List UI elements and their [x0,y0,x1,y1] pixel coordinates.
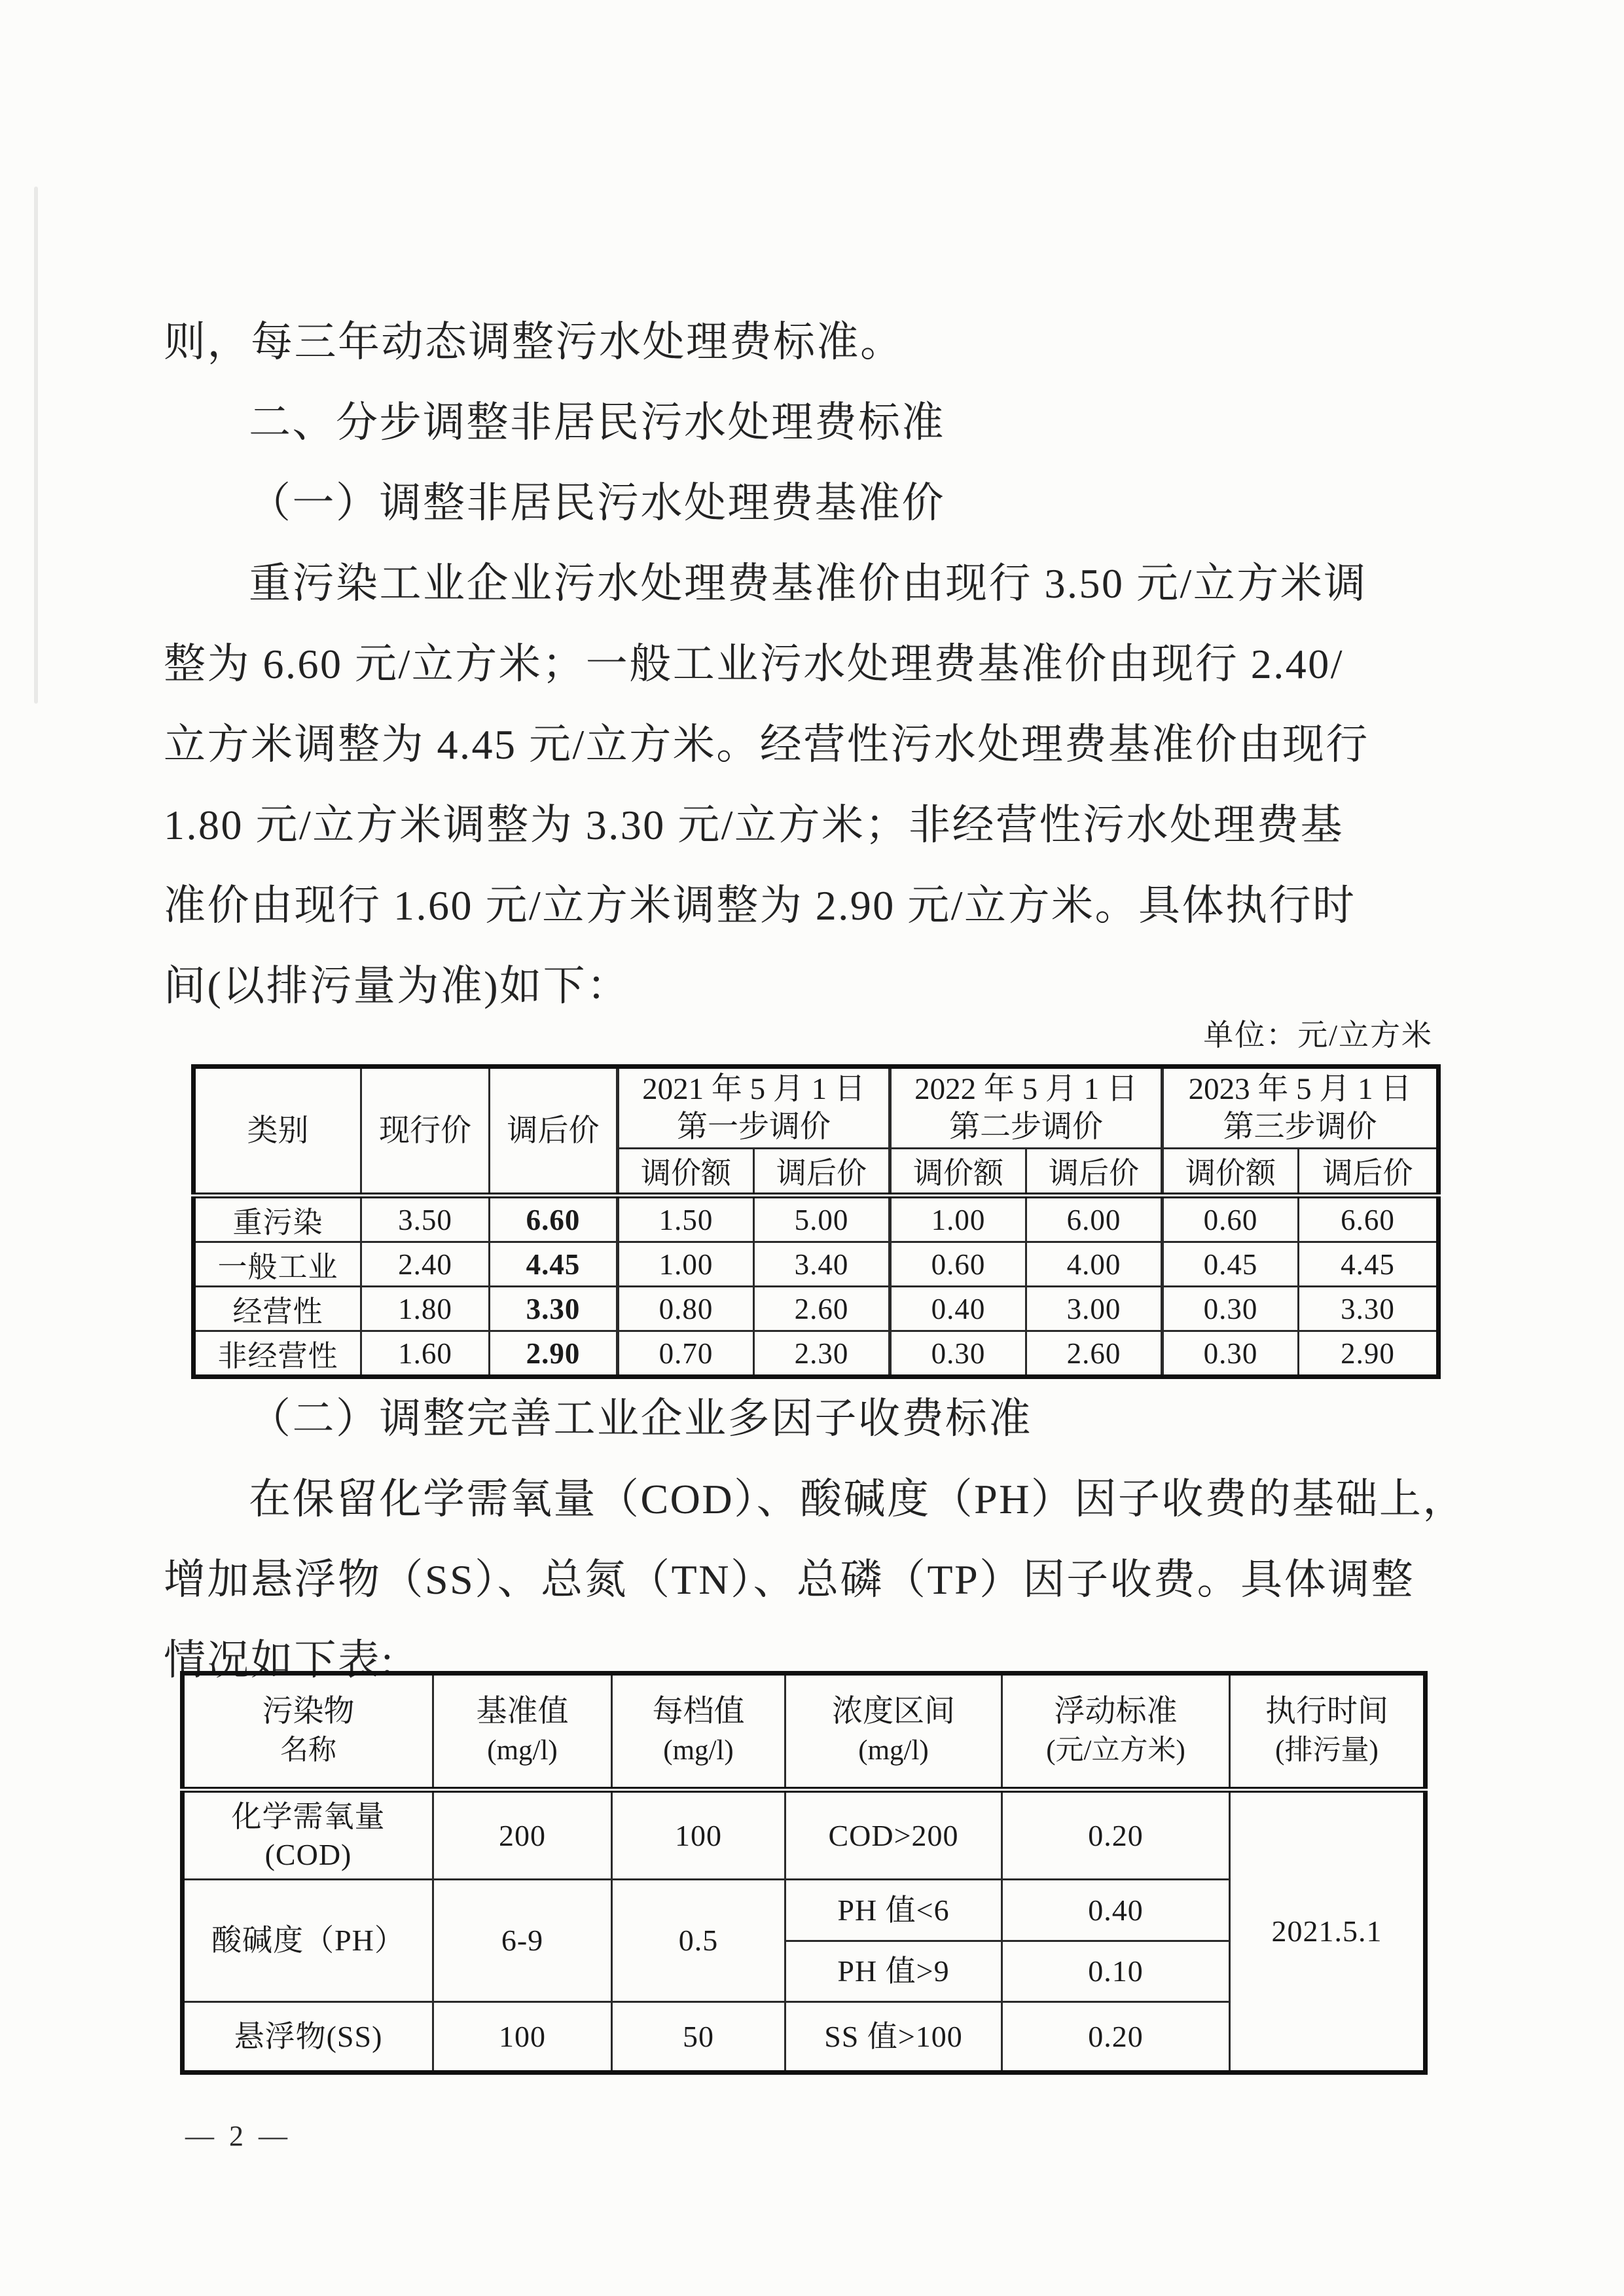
ss-range-cell: SS 值>100 [785,2002,1002,2073]
step-value-cell: 6.60 [1299,1196,1439,1242]
step-value-cell: 0.70 [618,1331,754,1377]
ph-low-rate-cell: 0.40 [1002,1880,1230,1941]
adjust-amount-subheader: 调价额 [890,1149,1026,1196]
adjusted-price-cell: 6.60 [490,1196,618,1242]
ph-name-cell: 酸碱度（PH） [183,1880,433,2002]
step-value-cell: 4.45 [1299,1242,1439,1287]
cod-rate-cell: 0.20 [1002,1790,1230,1880]
body-line: 则，每三年动态调整污水处理费标准。 [164,318,904,365]
step2-label: 第二步调价 [949,1110,1103,1144]
body-line: 在保留化学需氧量（COD）、酸碱度（PH）因子收费的基础上， [249,1475,1466,1522]
execution-time-header [1230,1674,1426,1790]
stepwise-price-table [191,1064,1441,1379]
cod-base-cell: 200 [433,1790,612,1880]
current-price-cell: 1.80 [361,1287,490,1331]
ph-low-range-cell: PH 值<6 [785,1880,1002,1941]
per-tier-value-header [612,1674,785,1790]
step-value-cell: 2.60 [1026,1331,1163,1377]
body-line: 重污染工业企业污水处理费基准价由现行 3.50 元/立方米调 [249,560,1367,607]
page-number: — 2 — [185,2120,291,2152]
body-line: 增加悬浮物（SS）、总氮（TN）、总磷（TP）因子收费。具体调整 [164,1556,1415,1603]
adjusted-price-subheader: 调后价 [754,1149,890,1196]
step-value-cell: 3.30 [1299,1287,1439,1331]
body-line: 情况如下表: [164,1636,395,1683]
section2-paragraphs [164,1374,1466,1696]
ph-base-cell: 6-9 [433,1880,612,2002]
adjusted-price-subheader: 调后价 [1026,1149,1163,1196]
step-value-cell: 0.40 [890,1287,1026,1331]
step-value-cell: 3.40 [754,1242,890,1287]
header-line: 名称 [280,1735,336,1766]
cell-line: (COD) [264,1837,352,1871]
step-value-cell: 6.00 [1026,1196,1163,1242]
step-value-cell: 0.30 [890,1331,1026,1377]
concentration-range-header [785,1674,1002,1790]
step-value-cell: 0.80 [618,1287,754,1331]
body-line: 间(以排污量为准)如下： [164,962,630,1009]
ph-high-range-cell: PH 值>9 [785,1941,1002,2002]
cod-range-cell: COD>200 [785,1790,1002,1880]
adjusted-price-header-cell: 调后价 [490,1067,618,1196]
adjusted-price-subheader: 调后价 [1299,1149,1439,1196]
step1-header-cell [618,1067,890,1149]
step-value-cell: 2.60 [754,1287,890,1331]
category-cell: 一般工业 [194,1242,361,1287]
body-line: 1.80 元/立方米调整为 3.30 元/立方米；非经营性污水处理费基 [164,801,1344,848]
header-line: 浓度区间 [832,1695,955,1729]
base-value-header [433,1674,612,1790]
step-value-cell: 2.30 [754,1331,890,1377]
body-line: 整为 6.60 元/立方米；一般工业污水处理费基准价由现行 2.40/ [164,640,1344,687]
current-price-cell: 3.50 [361,1196,490,1242]
step-value-cell: 0.45 [1163,1242,1299,1287]
header-line: 污染物 [262,1695,355,1729]
header-line: 浮动标准 [1054,1695,1178,1729]
adjusted-price-cell: 3.30 [490,1287,618,1331]
header-line: 每档值 [652,1695,745,1729]
adjust-amount-subheader: 调价额 [618,1149,754,1196]
scan-streak-artifact [34,187,38,704]
step3-label: 第三步调价 [1223,1110,1377,1144]
step-value-cell: 2.90 [1299,1331,1439,1377]
heading-section-2-1: （一）调整非居民污水处理费基准价 [249,479,945,526]
cod-name-cell [183,1790,433,1880]
heading-section-2: 二、分步调整非居民污水处理费标准 [249,399,945,446]
ss-name-cell: 悬浮物(SS) [183,2002,433,2073]
step2-date: 2022 年 5 月 1 日 [914,1072,1138,1106]
current-price-cell: 1.60 [361,1331,490,1377]
header-line: (mg/l) [487,1735,558,1766]
step3-header-cell [1163,1067,1439,1149]
step-value-cell: 5.00 [754,1196,890,1242]
step-value-cell: 0.60 [890,1242,1026,1287]
body-line: 准价由现行 1.60 元/立方米调整为 2.90 元/立方米。具体执行时 [164,882,1356,929]
category-cell: 经营性 [194,1287,361,1331]
cell-line: 化学需氧量 [231,1799,386,1833]
ss-rate-cell: 0.20 [1002,2002,1230,2073]
adjust-amount-subheader: 调价额 [1163,1149,1299,1196]
unit-note: 单位：元/立方米 [1203,1018,1433,1052]
multi-factor-fee-table [180,1671,1428,2075]
header-line: 执行时间 [1265,1695,1388,1729]
step1-label: 第一步调价 [677,1110,831,1144]
ph-high-rate-cell: 0.10 [1002,1941,1230,2002]
header-line: (mg/l) [858,1735,929,1766]
cod-per-tier-cell: 100 [612,1790,785,1880]
current-price-cell: 2.40 [361,1242,490,1287]
float-rate-header [1002,1674,1230,1790]
adjusted-price-cell: 4.45 [490,1242,618,1287]
category-cell: 重污染 [194,1196,361,1242]
pollutant-name-header [183,1674,433,1790]
heading-section-2-2: （二）调整完善工业企业多因子收费标准 [249,1395,1032,1442]
ss-base-cell: 100 [433,2002,612,2073]
body-line: 立方米调整为 4.45 元/立方米。经营性污水处理费基准价由现行 [164,721,1369,768]
step-value-cell: 0.30 [1163,1287,1299,1331]
ph-per-tier-cell: 0.5 [612,1880,785,2002]
step-value-cell: 1.00 [618,1242,754,1287]
category-cell: 非经营性 [194,1331,361,1377]
step1-date: 2021 年 5 月 1 日 [642,1072,865,1106]
step-value-cell: 3.00 [1026,1287,1163,1331]
category-header-cell: 类别 [194,1067,361,1196]
step-value-cell: 0.60 [1163,1196,1299,1242]
step-value-cell: 0.30 [1163,1331,1299,1377]
header-line: 基准值 [476,1695,569,1729]
step-value-cell: 1.50 [618,1196,754,1242]
step2-header-cell [890,1067,1163,1149]
current-price-header-cell: 现行价 [361,1067,490,1196]
intro-paragraphs [164,298,1466,1022]
step-value-cell: 4.00 [1026,1242,1163,1287]
step3-date: 2023 年 5 月 1 日 [1188,1072,1412,1106]
header-line: (元/立方米) [1046,1735,1185,1766]
adjusted-price-cell: 2.90 [490,1331,618,1377]
header-line: (排污量) [1275,1735,1379,1766]
step-value-cell: 1.00 [890,1196,1026,1242]
ss-per-tier-cell: 50 [612,2002,785,2073]
header-line: (mg/l) [663,1735,734,1766]
execution-time-cell: 2021.5.1 [1230,1790,1426,2073]
